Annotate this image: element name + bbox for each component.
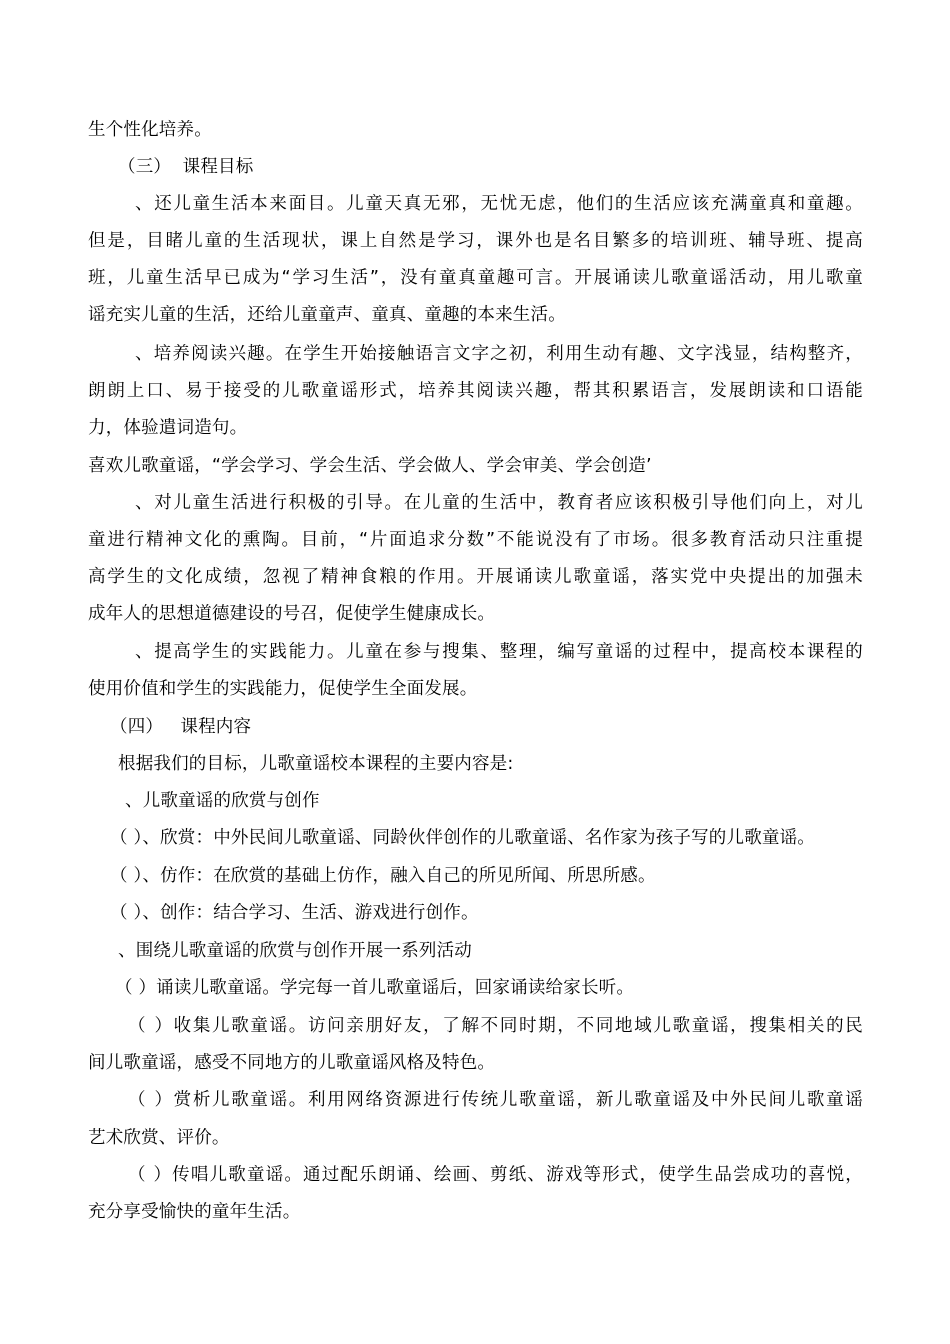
- text-line: 、培养阅读兴趣。在学生开始接触语言文字之初，利用生动有趣、文字浅显，结构整齐，: [135, 344, 863, 364]
- section-heading-3: （三） 课程目标: [118, 157, 254, 177]
- text-line: （ ）、创作：结合学习、生活、游戏进行创作。: [110, 903, 479, 923]
- text-line: 使用价值和学生的实践能力，促使学生全面发展。: [88, 679, 478, 699]
- text-line: 谣充实儿童的生活，还给儿童童声、童真、童趣的本来生活。: [88, 305, 566, 325]
- text-line: 喜欢儿歌童谣，“学会学习、学会生活、学会做人、学会审美、学会创造’: [88, 456, 652, 476]
- text-line: 充分享受愉快的童年生活。: [88, 1202, 301, 1222]
- text-line: 、儿歌童谣的欣赏与创作: [125, 791, 320, 811]
- text-line: 班，儿童生活早已成为“学习生活”，没有童真童趣可言。开展诵读儿歌童谣活动，用儿歌童: [88, 268, 863, 288]
- section-heading-4: （四） 课程内容: [110, 717, 252, 737]
- text-line: 、提高学生的实践能力。儿童在参与搜集、整理，编写童谣的过程中，提高校本课程的: [135, 642, 863, 662]
- text-line: （ ）赏析儿歌童谣。利用网络资源进行传统儿歌童谣，新儿歌童谣及中外民间儿歌童谣: [128, 1090, 863, 1110]
- text-line: （ ）传唱儿歌童谣。通过配乐朗诵、绘画、剪纸、游戏等形式，使学生品尝成功的喜悦，: [128, 1165, 863, 1185]
- text-line: 高学生的文化成绩，忽视了精神食粮的作用。开展诵读儿歌童谣，落实党中央提出的加强未: [88, 567, 863, 587]
- text-line: （ ）诵读儿歌童谣。学完每一首儿歌童谣后，回家诵读给家长听。: [115, 978, 635, 998]
- text-line: 、围绕儿歌童谣的欣赏与创作开展一系列活动: [118, 941, 472, 961]
- text-line: 生个性化培养。: [88, 120, 212, 140]
- text-line: （ ）、欣赏：中外民间儿歌童谣、同龄伙伴创作的儿歌童谣、名作家为孩子写的儿歌童谣。: [110, 828, 816, 848]
- text-line: 、还儿童生活本来面目。儿童天真无邪，无忧无虑，他们的生活应该充满童真和童趣。: [135, 194, 863, 214]
- text-line: 根据我们的目标，儿歌童谣校本课程的主要内容是:: [118, 754, 514, 774]
- text-line: 间儿歌童谣，感受不同地方的儿歌童谣风格及特色。: [88, 1053, 496, 1073]
- text-line: （ ）收集儿歌童谣。访问亲朋好友，了解不同时期，不同地域儿歌童谣，搜集相关的民: [128, 1016, 863, 1036]
- text-line: （ ）、仿作：在欣赏的基础上仿作，融入自己的所见所闻、所思所感。: [110, 866, 656, 886]
- text-line: 朗朗上口、易于接受的儿歌童谣形式，培养其阅读兴趣，帮其积累语言，发展朗读和口语能: [88, 381, 863, 401]
- text-line: 但是，目睹儿童的生活现状，课上自然是学习，课外也是名目繁多的培训班、辅导班、提高: [88, 231, 863, 251]
- text-line: 力，体验遣词造句。: [88, 418, 248, 438]
- text-line: 成年人的思想道德建设的号召，促使学生健康成长。: [88, 604, 496, 624]
- text-line: 艺术欣赏、评价。: [88, 1128, 230, 1148]
- text-line: 童进行精神文化的熏陶。目前，“片面追求分数”不能说没有了市场。很多教育活动只注重提: [88, 530, 863, 550]
- text-line: 、对儿童生活进行积极的引导。在儿童的生活中，教育者应该积极引导他们向上，对儿: [135, 493, 863, 513]
